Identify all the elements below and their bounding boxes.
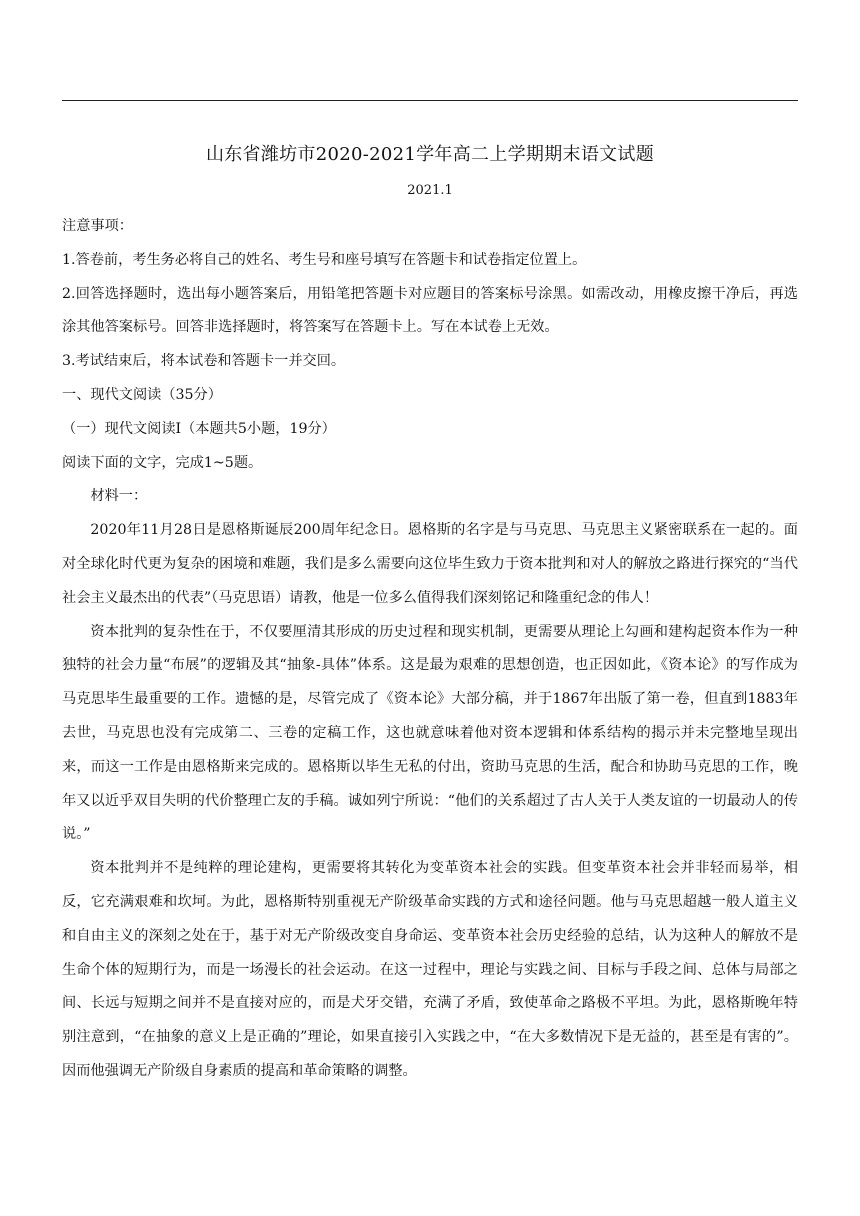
page-title: 山东省潍坊市2020-2021学年高二上学期期末语文试题 — [205, 144, 655, 165]
notice-item-3: 3.考试结束后，将本试卷和答题卡一并交回。 — [62, 353, 346, 370]
material-label: 材料一： — [90, 488, 148, 505]
reading-instruction: 阅读下面的文字，完成1~5题。 — [62, 454, 263, 471]
header-rule — [62, 100, 798, 101]
subsection-heading: （一）现代文阅读Ⅰ（本题共5小题，19分） — [62, 420, 336, 437]
notice-heading: 注意事项： — [62, 218, 133, 234]
passage-paragraph-1: 2020年11月28日是恩格斯诞辰200周年纪念日。恩格斯的名字是与马克思、马克思主义紧密联系在一起的。面对全球化时代更为复杂的困境和难题，我们是多么需要向这位毕生致力于资本批判和对人的解放之路进行探究的“当代社会主义最杰出的代表”（马克思语）请教，他是一位多么值得我们深刻铭记和隆重纪念的伟人！ — [62, 522, 798, 606]
section-heading: 一、现代文阅读（35分） — [62, 386, 222, 403]
notice-item-1: 1.答卷前，考生务必将自己的姓名、考生号和座号填写在答题卡和试卷指定位置上。 — [62, 251, 587, 268]
passage-paragraph-2: 资本批判的复杂性在于，不仅要厘清其形成的历史过程和现实机制，更需要从理论上勾画和建构起资本作为一种独特的社会力量“布展”的逻辑及其“抽象-具体”体系。这是最为艰难的思想创造，也正因如此，《资本论》的写作成为马克思毕生最重要的工作。遗憾的是，尽管完成了《资本论》大部分稿，并于1867年出版了第一卷，但直到1883年去世，马克思也没有完成第二、三卷的定稿工作，这也就意味着他对资本逻辑和体系结构的揭示并未完整地呈现出来，而这一工作是由恩格斯来完成的。恩格斯以毕生无私的付出，资助马克思的生活，配合和协助马克思的工作，晚年又以近乎双目失明的代价整理亡友的手稿。诚如列宁所说：“他们的关系超过了古人关于人类友谊的一切最动人的传说。” — [62, 623, 798, 843]
exam-page — [62, 140, 798, 1089]
notice-item-2: 2.回答选择题时，选出每小题答案后，用铅笔把答题卡对应题目的答案标号涂黑。如需改动，用橡皮擦干净后，再选涂其他答案标号。回答非选择题时，将答案写在答题卡上。写在本试卷上无效。 — [62, 285, 798, 336]
passage-paragraph-3: 资本批判并不是纯粹的理论建构，更需要将其转化为变革资本社会的实践。但变革资本社会并非轻而易举，相反，它充满艰难和坎坷。为此，恩格斯特别重视无产阶级革命实践的方式和途径问题。他与马克思超越一般人道主义和自由主义的深刻之处在于，基于对无产阶级改变自身命运、变革资本社会历史经验的总结，认为这种人的解放不是生命个体的短期行为，而是一场漫长的社会运动。在这一过程中，理论与实践之间、目标与手段之间、总体与局部之间、长远与短期之间并不是直接对应的，而是犬牙交错，充满了矛盾，致使革命之路极不平坦。为此，恩格斯晚年特别注意到，“在抽象的意义上是正确的”理论，如果直接引入实践之中，“在大多数情况下是无益的，甚至是有害的”。因而他强调无产阶级自身素质的提高和革命策略的调整。 — [62, 860, 798, 1079]
exam-date: 2021.1 — [407, 183, 453, 198]
